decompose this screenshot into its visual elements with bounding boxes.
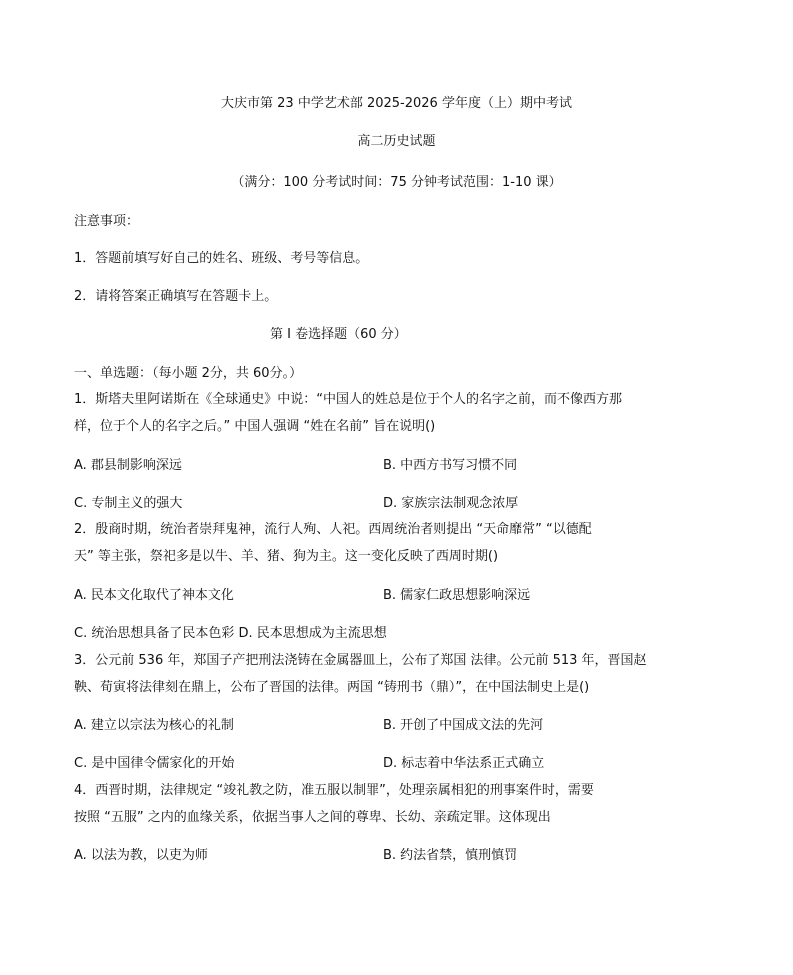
exam-subtitle: 高二历史试题 [357,134,436,149]
note-item: 2．请将答案正确填写在答题卡上。 [74,289,278,304]
option-b: B. 中西方书写习惯不同 [383,458,518,473]
option-d: D. 家族宗法制观念浓厚 [383,496,519,511]
exam-title: 大庆市第 23 中学艺术部 2025-2026 学年度（上）期中考试 [221,96,572,111]
option-b: B. 儒家仁政思想影响深远 [383,588,531,603]
option-d: D. 标志着中华法系正式确立 [383,756,545,771]
question-text: 样，位于个人的名字之后。” 中国人强调 “姓在名前” 旨在说明() [74,419,436,434]
option-c: C. 专制主义的强大 [74,496,183,511]
question-text: 3．公元前 536 年，郑国子产把刑法浇铸在金属器皿上，公布了郑国 法律。公元前 513 年，晋国赵 [74,653,647,668]
question-text: 2．殷商时期，统治者崇拜鬼神，流行人殉、人祀。西周统治者则提出 “天命靡常” “以德配 [74,522,592,537]
option-a: A. 以法为教，以吏为师 [74,848,208,863]
question-text: 天” 等主张，祭祀多是以牛、羊、猪、狗为主。这一变化反映了西周时期() [74,549,499,564]
option-a: A. 建立以宗法为核心的礼制 [74,718,234,733]
option-a: A. 民本文化取代了神本文化 [74,588,234,603]
option-c: C. 是中国律令儒家化的开始 [74,756,235,771]
option-cd: C. 统治思想具备了民本色彩 D. 民本思想成为主流思想 [74,626,387,641]
option-b: B. 开创了中国成文法的先河 [383,718,544,733]
question-text: 4．西晋时期，法律规定 “竣礼教之防，准五服以制罪”，处理亲属相犯的刑事案件时，需要 [74,783,594,798]
section-title: 第 I 卷选择题（60 分） [270,327,407,342]
question-text: 鞅、荀寅将法律刻在鼎上，公布了晋国的法律。两国 “铸刑书（鼎）”，在中国法制史上是() [74,680,590,695]
option-a: A. 郡县制影响深远 [74,458,182,473]
question-text: 按照 “五服” 之内的血缘关系，依据当事人之间的尊卑、长幼、亲疏定罪。这体现出 [74,810,551,825]
part-title: 一、单选题：（每小题 2分，共 60分。） [74,366,303,381]
note-item: 1．答题前填写好自己的姓名、班级、考号等信息。 [74,251,369,266]
exam-info: （满分：100 分考试时间：75 分钟考试范围：1-10 课） [231,175,562,190]
notes-heading: 注意事项： [74,214,140,229]
question-text: 1．斯塔夫里阿诺斯在《全球通史》中说：“中国人的姓总是位于个人的名字之前，而不像西方那 [74,392,623,407]
option-b: B. 约法省禁，慎刑慎罚 [383,848,518,863]
